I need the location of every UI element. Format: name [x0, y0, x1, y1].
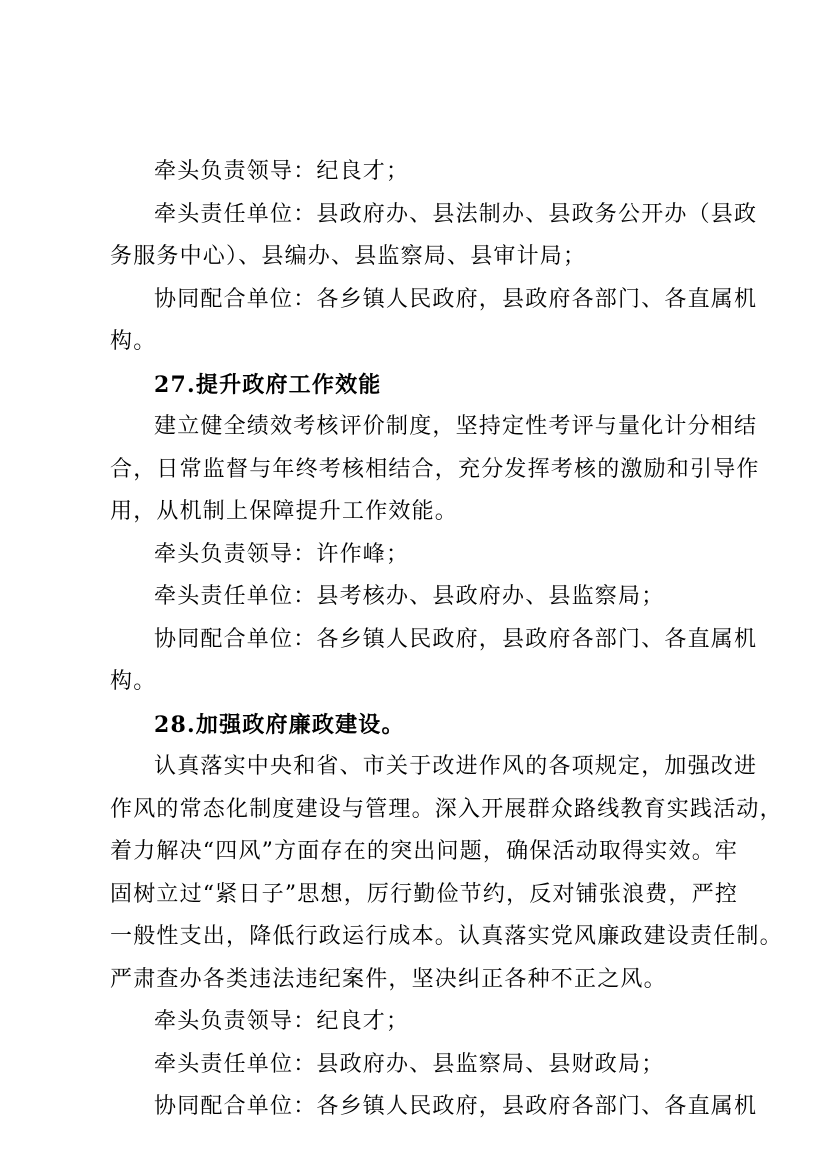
body-paragraph-line: 合，日常监督与年终考核相结合，充分发挥考核的激励和引导作: [110, 457, 760, 482]
lead-leader-line: 牵头负责领导：纪良才；: [154, 159, 410, 184]
lead-leader-line: 牵头负责领导：许作峰；: [154, 542, 410, 567]
body-paragraph-line: 认真落实中央和省、市关于改进作风的各项规定，加强改进: [154, 754, 758, 779]
body-paragraph-line: 固树立过“紧日子”思想，厉行勤俭节约，反对铺张浪费，严控: [110, 882, 739, 907]
lead-unit-line: 牵头责任单位：县考核办、县政府办、县监察局；: [154, 584, 665, 609]
lead-unit-line: 牵头责任单位：县政府办、县法制办、县政务公开办（县政: [154, 202, 758, 227]
body-paragraph-line: 用，从机制上保障提升工作效能。: [110, 499, 459, 524]
body-paragraph-line: 严肃查办各类违法违纪案件，坚决纠正各种不正之风。: [110, 967, 667, 992]
lead-unit-line-cont: 务服务中心）、县编办、县监察局、县审计局；: [110, 244, 587, 269]
lead-unit-line: 牵头责任单位：县政府办、县监察局、县财政局；: [154, 1052, 665, 1077]
body-paragraph-line: 作风的常态化制度建设与管理。深入开展群众路线教育实践活动，: [110, 797, 783, 822]
cooperate-unit-line: 协同配合单位：各乡镇人民政府，县政府各部门、各直属机: [154, 1094, 758, 1119]
cooperate-unit-line: 协同配合单位：各乡镇人民政府，县政府各部门、各直属机: [154, 627, 758, 652]
body-paragraph-line: 一般性支出，降低行政运行成本。认真落实党风廉政建设责任制。: [110, 924, 783, 949]
section-heading-28: 28.加强政府廉政建设。: [154, 712, 405, 738]
body-paragraph-line: 着力解决“四风”方面存在的突出问题，确保活动取得实效。牢: [110, 839, 739, 864]
body-paragraph-line: 建立健全绩效考核评价制度，坚持定性考评与量化计分相结: [154, 414, 758, 439]
cooperate-unit-line-cont: 构。: [110, 669, 157, 694]
section-heading-27: 27.提升政府工作效能: [154, 372, 382, 398]
cooperate-unit-line: 协同配合单位：各乡镇人民政府，县政府各部门、各直属机: [154, 287, 758, 312]
lead-leader-line: 牵头负责领导：纪良才；: [154, 1009, 410, 1034]
cooperate-unit-line-cont: 构。: [110, 329, 157, 354]
